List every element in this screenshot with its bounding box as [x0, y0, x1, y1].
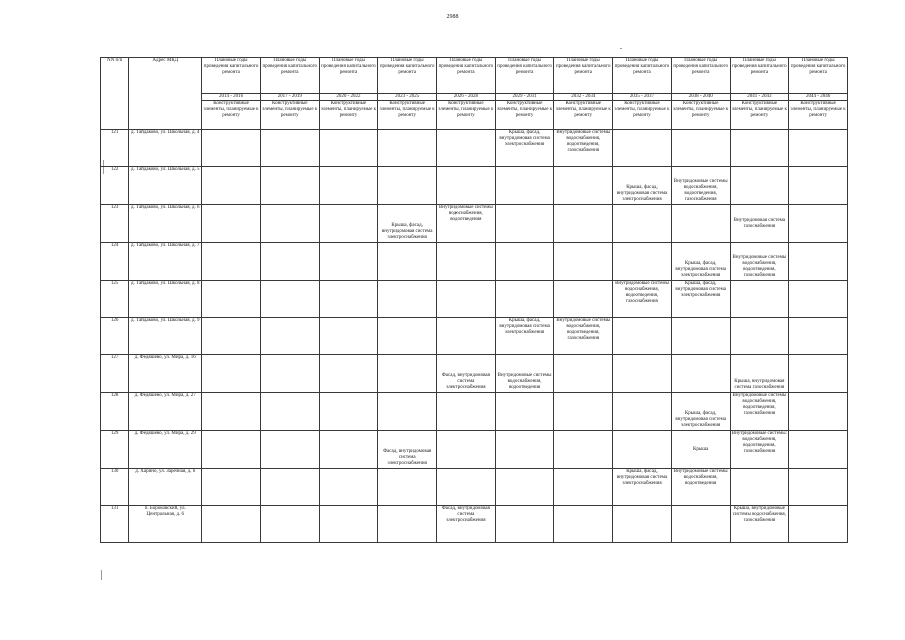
row-period-cell: [437, 318, 496, 355]
row-period-cell: [789, 355, 848, 393]
row-period-cell: [554, 281, 613, 318]
row-period-cell: [437, 393, 496, 431]
row-number: 127: [101, 355, 129, 393]
row-period-cell: Крыша, внутридомовая система газоснабжения: [730, 355, 789, 393]
row-period-cell: Внутридомовые системы водоснабжения, водоотведения, газоснабжения: [671, 167, 730, 205]
capital-repair-table: [100, 57, 848, 543]
header-elements-label: Конструктивные элементы, планируемые к ремонту: [671, 101, 730, 130]
header-elements-label: Конструктивные элементы, планируемые к ремонту: [437, 101, 496, 130]
row-period-cell: Внутридомовые системы: водоснабжения, водоотведения, газоснабжения: [730, 431, 789, 469]
row-period-cell: [730, 281, 789, 318]
row-period-cell: [319, 469, 378, 506]
row-address: д. Тайдаково, ул. Школьная, д. 9: [129, 318, 202, 355]
row-address: д. Федяшево, ул. Мира, д. 16: [129, 355, 202, 393]
row-period-cell: Крыша, фасад, внутридомовая система электроснабжения: [671, 243, 730, 281]
row-period-cell: [554, 393, 613, 431]
row-period-cell: [202, 167, 261, 205]
row-period-cell: Фасад, внутридомовая система электроснабжения: [378, 431, 437, 469]
table-row: [101, 205, 848, 243]
row-period-cell: [495, 281, 554, 318]
row-address: д. Тайдаково, ул. Школьная, д. 6: [129, 205, 202, 243]
header-elements-label: Конструктивные элементы, планируемые к ремонту: [202, 101, 261, 130]
header-elements-label: Конструктивные элементы, планируемые к ремонту: [495, 101, 554, 130]
row-period-cell: Внутридомовые системы водоснабжения, водоотведения, газоснабжения: [730, 393, 789, 431]
row-period-cell: [789, 318, 848, 355]
row-period-cell: [671, 205, 730, 243]
row-period-cell: Крыша, фасад, внутридомовая система электроснабжения: [495, 318, 554, 355]
row-period-cell: Внутридомовые системы водоснабжения, водоотведения, газоснабжения: [613, 281, 672, 318]
row-period-cell: [554, 355, 613, 393]
row-period-cell: [202, 281, 261, 318]
header-sub-row: [101, 101, 848, 130]
row-period-cell: Крыша, фасад, внутридомовая система электроснабжения: [671, 281, 730, 318]
row-period-cell: Фасад, внутридомовая система электроснабжения: [437, 506, 496, 543]
row-period-cell: [202, 243, 261, 281]
page-number: 2988: [446, 14, 459, 20]
row-period-cell: [613, 243, 672, 281]
row-period-cell: [730, 318, 789, 355]
header-elements-label: Конструктивные элементы, планируемые к ремонту: [789, 101, 848, 130]
row-period-cell: [378, 318, 437, 355]
header-elements-label: Конструктивные элементы, планируемые к ремонту: [378, 101, 437, 130]
scan-margin-mark: [101, 570, 102, 580]
row-period-cell: [495, 205, 554, 243]
row-period-cell: [554, 469, 613, 506]
row-number: 131: [101, 506, 129, 543]
row-period-cell: [202, 355, 261, 393]
row-address: п. Бороковский, ул. Центральная, д. 6: [129, 506, 202, 543]
scan-speck: [620, 48, 622, 49]
header-elements-label: Конструктивные элементы, планируемые к ремонту: [613, 101, 672, 130]
row-period-cell: Крыша: [671, 431, 730, 469]
row-period-cell: [495, 431, 554, 469]
row-period-cell: [554, 205, 613, 243]
header-period-title: Плановые годы проведения капитального ремонта: [495, 58, 554, 94]
row-period-cell: [202, 318, 261, 355]
row-address: д. Тайдаково, ул. Школьная, д. 7: [129, 243, 202, 281]
row-number: 126: [101, 318, 129, 355]
row-number: 121: [101, 130, 129, 167]
row-period-cell: [378, 167, 437, 205]
row-period-cell: Крыша, фасад, внутридомовая система электроснабжения: [495, 130, 554, 167]
row-period-cell: [202, 393, 261, 431]
row-period-cell: [789, 469, 848, 506]
row-period-cell: Внутридомовые системы водоснабжения, водоотведения, газоснабжения: [730, 243, 789, 281]
row-number: 122: [101, 167, 129, 205]
table-row: [101, 355, 848, 393]
row-period-cell: [789, 281, 848, 318]
row-period-cell: [260, 469, 319, 506]
row-period-cell: [319, 205, 378, 243]
row-period-cell: [613, 355, 672, 393]
header-period-years: 2026 - 2028: [437, 94, 496, 101]
row-period-cell: Внутридомовые системы водоснабжения, водоотведения: [671, 469, 730, 506]
row-period-cell: [613, 506, 672, 543]
row-period-cell: [378, 355, 437, 393]
row-period-cell: [319, 130, 378, 167]
row-number: 123: [101, 205, 129, 243]
row-address: д. Тайдаково, ул. Школьная, д. 8: [129, 281, 202, 318]
row-period-cell: Внутридомовая система газоснабжения: [730, 205, 789, 243]
row-period-cell: [495, 469, 554, 506]
header-period-years: 2023 - 2025: [378, 94, 437, 101]
header-elements-label: Конструктивные элементы, планируемые к ремонту: [730, 101, 789, 130]
row-address: д. Харино, ул. Заречная, д. 6: [129, 469, 202, 506]
row-period-cell: Крыша, фасад, внутридомовая система электроснабжения: [671, 393, 730, 431]
row-period-cell: [202, 205, 261, 243]
header-period-title: Плановые годы проведения капитального ремонта: [260, 58, 319, 94]
header-elements-label: Конструктивные элементы, планируемые к ремонту: [260, 101, 319, 130]
row-period-cell: [554, 167, 613, 205]
row-address: д. Федяшево, ул. Мира, д. 27: [129, 393, 202, 431]
row-period-cell: [437, 167, 496, 205]
table-row: [101, 243, 848, 281]
row-period-cell: [789, 167, 848, 205]
header-period-title: Плановые годы проведения капитального ремонта: [378, 58, 437, 94]
table-row: [101, 130, 848, 167]
header-period-title: Плановые годы проведения капитального ремонта: [202, 58, 261, 94]
row-period-cell: [378, 469, 437, 506]
row-period-cell: [202, 130, 261, 167]
row-period-cell: [437, 431, 496, 469]
header-period-title: Плановые годы проведения капитального ремонта: [554, 58, 613, 94]
header-period-years: 2035 - 2037: [613, 94, 672, 101]
row-period-cell: [613, 318, 672, 355]
header-period-title: Плановые годы проведения капитального ремонта: [730, 58, 789, 94]
row-period-cell: [260, 318, 319, 355]
row-period-cell: [202, 469, 261, 506]
row-period-cell: [378, 506, 437, 543]
row-period-cell: Внутридомовые системы водоснабжения, водоотведения, газоснабжения: [554, 130, 613, 167]
row-period-cell: Крыша, внутридомовые системы водоснабжения, газоснабжения: [730, 506, 789, 543]
row-period-cell: [789, 506, 848, 543]
row-number: 124: [101, 243, 129, 281]
row-period-cell: [789, 431, 848, 469]
table-row: [101, 281, 848, 318]
row-period-cell: [378, 393, 437, 431]
row-period-cell: [260, 243, 319, 281]
row-period-cell: [319, 243, 378, 281]
header-period-title: Плановые годы проведения капитального ремонта: [671, 58, 730, 94]
row-period-cell: Внутридомовые системы водоснабжения, водоотведения, газоснабжения: [554, 318, 613, 355]
row-period-cell: [319, 318, 378, 355]
row-period-cell: [554, 243, 613, 281]
header-period-years: 2014 - 2016: [202, 94, 261, 101]
row-period-cell: Фасад, внутридомовая система электроснабжения: [437, 355, 496, 393]
row-period-cell: [730, 469, 789, 506]
header-period-title: Плановые годы проведения капитального ремонта: [437, 58, 496, 94]
row-period-cell: [378, 243, 437, 281]
row-number: 130: [101, 469, 129, 506]
row-period-cell: [319, 355, 378, 393]
header-period-title: Плановые годы проведения капитального ремонта: [789, 58, 848, 94]
row-period-cell: [260, 167, 319, 205]
row-period-cell: [789, 205, 848, 243]
row-period-cell: [613, 205, 672, 243]
row-period-cell: [378, 281, 437, 318]
row-period-cell: Крыша, фасад, внутридомовая система электроснабжения: [613, 469, 672, 506]
row-period-cell: [260, 355, 319, 393]
row-period-cell: [789, 130, 848, 167]
row-period-cell: [319, 281, 378, 318]
row-period-cell: [319, 167, 378, 205]
header-period-years: 2038 - 2040: [671, 94, 730, 101]
row-period-cell: [319, 393, 378, 431]
row-period-cell: Внутридомовые системы водоснабжения, водоотведения: [437, 205, 496, 243]
row-number: 128: [101, 393, 129, 431]
row-period-cell: [613, 393, 672, 431]
row-period-cell: [260, 431, 319, 469]
row-period-cell: [260, 130, 319, 167]
table-row: [101, 167, 848, 205]
header-elements-label: Конструктивные элементы, планируемые к ремонту: [319, 101, 378, 130]
row-period-cell: [437, 281, 496, 318]
header-years-row: [101, 94, 848, 101]
row-period-cell: [437, 469, 496, 506]
row-period-cell: [319, 431, 378, 469]
row-period-cell: [495, 243, 554, 281]
header-period-years: 2017 - 2019: [260, 94, 319, 101]
row-period-cell: [554, 506, 613, 543]
row-period-cell: Крыша, фасад, внутридомовая система электроснабжения: [378, 205, 437, 243]
row-number: 129: [101, 431, 129, 469]
row-period-cell: [730, 167, 789, 205]
row-period-cell: [260, 205, 319, 243]
row-address: д. Тайдаково, ул. Школьная, д. 4: [129, 130, 202, 167]
row-period-cell: [671, 506, 730, 543]
row-period-cell: [495, 393, 554, 431]
header-row: [101, 58, 848, 94]
row-period-cell: [789, 393, 848, 431]
row-period-cell: [437, 243, 496, 281]
table-row: [101, 506, 848, 543]
row-period-cell: [202, 431, 261, 469]
header-period-years: 2029 - 2031: [495, 94, 554, 101]
table-row: [101, 469, 848, 506]
table-body: [101, 58, 848, 543]
row-period-cell: [671, 318, 730, 355]
row-period-cell: [260, 506, 319, 543]
header-address: Адрес МКД: [129, 58, 202, 130]
row-period-cell: Внутридомовые системы водоснабжения, водоотведения: [495, 355, 554, 393]
table-row: [101, 318, 848, 355]
row-period-cell: [495, 506, 554, 543]
row-period-cell: [671, 355, 730, 393]
row-number: 125: [101, 281, 129, 318]
row-period-cell: [613, 130, 672, 167]
header-period-years: 2032 - 2034: [554, 94, 613, 101]
row-period-cell: [613, 431, 672, 469]
row-address: д. Тайдаково, ул. Школьная, д. 5: [129, 167, 202, 205]
header-period-years: 2020 - 2022: [319, 94, 378, 101]
row-period-cell: [437, 130, 496, 167]
row-period-cell: [260, 281, 319, 318]
row-period-cell: [202, 506, 261, 543]
header-nn: NN п/п: [101, 58, 129, 130]
row-period-cell: [554, 431, 613, 469]
header-period-title: Плановые годы проведения капитального ремонта: [613, 58, 672, 94]
row-period-cell: [671, 130, 730, 167]
row-period-cell: [319, 506, 378, 543]
row-address: д. Федяшево, ул. Мира, д. 29: [129, 431, 202, 469]
header-elements-label: Конструктивные элементы, планируемые к ремонту: [554, 101, 613, 130]
row-period-cell: [378, 130, 437, 167]
row-period-cell: Крыша, фасад, внутридомовая система электроснабжения: [613, 167, 672, 205]
header-period-years: 2041 - 2043: [730, 94, 789, 101]
header-period-title: Плановые годы проведения капитального ремонта: [319, 58, 378, 94]
row-period-cell: [789, 243, 848, 281]
table-row: [101, 393, 848, 431]
row-period-cell: [730, 130, 789, 167]
header-period-years: 2044 - 2046: [789, 94, 848, 101]
table-row: [101, 431, 848, 469]
row-period-cell: [260, 393, 319, 431]
row-period-cell: [495, 167, 554, 205]
